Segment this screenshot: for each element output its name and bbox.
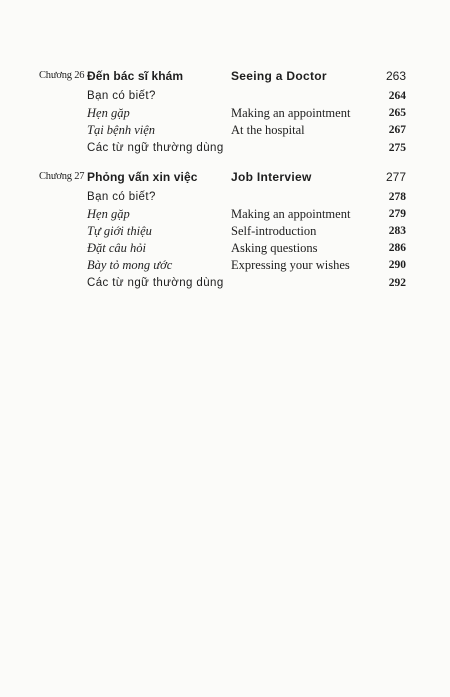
entry-title-vi: Tại bệnh viện: [87, 123, 156, 137]
entry-title-en: Self-introduction: [231, 224, 317, 238]
entry-title-vi: Đặt câu hỏi: [87, 241, 147, 255]
entry-title-vi: Bày tỏ mong ước: [87, 258, 173, 272]
toc-entry: [0, 87, 450, 105]
chapter-title-vi: Phỏng vấn xin việc: [87, 170, 198, 184]
toc-entry: [0, 256, 450, 274]
chapter-title-vi: Đến bác sĩ khám: [87, 69, 184, 83]
entry-title-vi: Các từ ngữ thường dùng: [87, 277, 224, 289]
entry-title-vi: Tự giới thiệu: [87, 224, 152, 238]
chapter-page-number: 263: [385, 69, 406, 83]
toc-entry: [0, 121, 450, 139]
entry-title-en: Making an appointment: [231, 106, 351, 120]
toc-entry: [0, 239, 450, 257]
entry-title-en: Asking questions: [231, 241, 318, 255]
chapter-heading-row: [0, 168, 450, 186]
entry-page-number: 279: [388, 208, 406, 220]
entry-page-number: 286: [388, 242, 406, 254]
entry-title-vi: Hẹn gặp: [87, 207, 130, 221]
toc-entry: [0, 274, 450, 292]
entry-title-en: At the hospital: [231, 123, 305, 137]
entry-title-vi: Các từ ngữ thường dùng: [87, 142, 224, 154]
chapter-heading-row: [0, 67, 450, 85]
entry-page-number: 278: [388, 191, 406, 203]
entry-page-number: 264: [388, 90, 406, 102]
chapter-page-number: 277: [385, 170, 406, 184]
chapter-title-en: Seeing a Doctor: [231, 69, 327, 83]
toc-entry: [0, 104, 450, 122]
entry-title-vi: Hẹn gặp: [87, 106, 130, 120]
chapter-label: Chương 27: [39, 171, 85, 182]
entry-title-en: Expressing your wishes: [231, 258, 350, 272]
toc-entry: [0, 188, 450, 206]
entry-page-number: 275: [388, 142, 406, 154]
toc-entry: [0, 139, 450, 157]
entry-page-number: 292: [388, 277, 406, 289]
chapter-title-en: Job Interview: [231, 170, 312, 184]
entry-title-vi: Bạn có biết?: [87, 191, 156, 203]
entry-title-vi: Bạn có biết?: [87, 90, 156, 102]
entry-page-number: 283: [388, 225, 406, 237]
entry-page-number: 265: [388, 107, 406, 119]
toc-entry: [0, 205, 450, 223]
entry-title-en: Making an appointment: [231, 207, 351, 221]
chapter-label: Chương 26: [39, 70, 85, 81]
toc-entry: [0, 222, 450, 240]
entry-page-number: 290: [388, 259, 406, 271]
entry-page-number: 267: [388, 124, 406, 136]
